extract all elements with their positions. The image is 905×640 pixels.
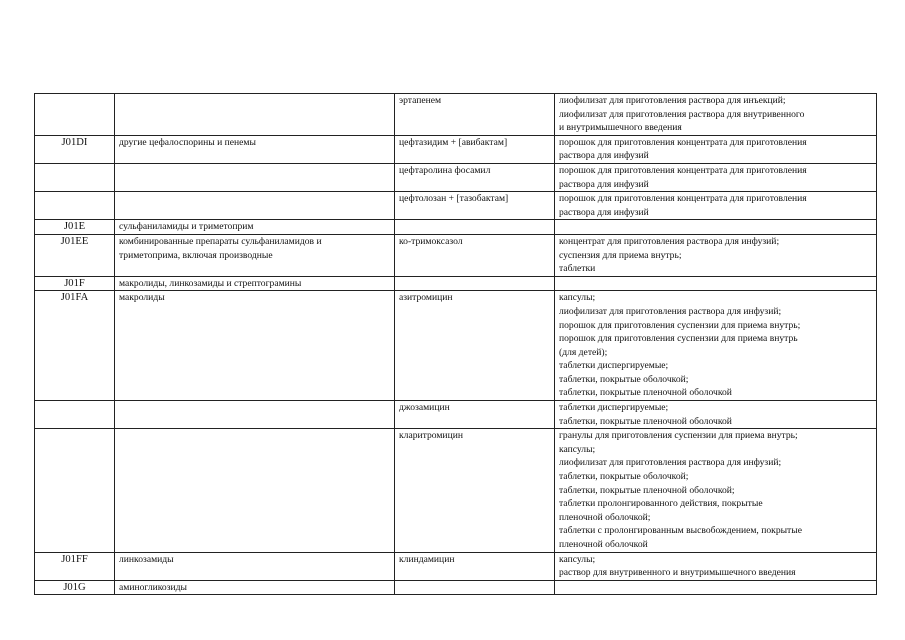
cell-text-line: порошок для приготовления суспензии для приема внутрь; bbox=[559, 319, 801, 331]
drug-table-body bbox=[35, 94, 877, 595]
table-row bbox=[35, 580, 877, 595]
drug-name-cell bbox=[395, 580, 555, 595]
table-row bbox=[35, 220, 877, 235]
atc-group-cell bbox=[115, 220, 395, 235]
cell-text-line: лиофилизат для приготовления раствора для инфузий; bbox=[559, 457, 782, 469]
table-row bbox=[35, 291, 877, 401]
drug-name-cell bbox=[395, 163, 555, 191]
cell-text-line: таблетки, покрытые пленочной оболочкой; bbox=[559, 484, 735, 496]
cell-text: J01FF bbox=[61, 553, 88, 565]
cell-text-line: таблетки диспергируемые; bbox=[559, 360, 669, 372]
atc-code-cell bbox=[35, 429, 115, 552]
dosage-form-cell bbox=[555, 192, 877, 220]
cell-text-line: суспензия для приема внутрь; bbox=[559, 249, 682, 261]
dosage-form-cell bbox=[555, 220, 877, 235]
dosage-form-cell bbox=[555, 276, 877, 291]
cell-text-line: раствор для внутривенного и внутримышечного введения bbox=[559, 567, 796, 579]
table-row bbox=[35, 163, 877, 191]
cell-text-line: порошок для приготовления концентрата для приготовления bbox=[559, 164, 807, 176]
cell-text-line: макролиды bbox=[119, 292, 165, 304]
atc-group-cell bbox=[115, 192, 395, 220]
table-row bbox=[35, 135, 877, 163]
atc-group-cell bbox=[115, 291, 395, 401]
cell-text-line: другие цефалоспорины и пенемы bbox=[119, 136, 256, 148]
dosage-form-cell bbox=[555, 135, 877, 163]
cell-text-line: раствора для инфузий bbox=[559, 178, 649, 190]
atc-code-cell bbox=[35, 401, 115, 429]
cell-text-line: джозамицин bbox=[399, 402, 450, 414]
table-row bbox=[35, 276, 877, 291]
cell-text-line: комбинированные препараты сульфаниламидов и bbox=[119, 235, 322, 247]
cell-text-line: и внутримышечного введения bbox=[559, 122, 682, 134]
drug-name-cell bbox=[395, 234, 555, 276]
atc-group-cell bbox=[115, 401, 395, 429]
drug-name-cell bbox=[395, 276, 555, 291]
cell-text: J01F bbox=[64, 277, 85, 289]
cell-text-line: сульфаниламиды и триметоприм bbox=[119, 221, 254, 233]
atc-group-cell bbox=[115, 135, 395, 163]
cell-text-line: (для детей); bbox=[559, 346, 608, 358]
dosage-form-cell bbox=[555, 291, 877, 401]
cell-text-line: таблетки диспергируемые; bbox=[559, 402, 669, 414]
atc-group-cell bbox=[115, 234, 395, 276]
atc-code-cell bbox=[35, 220, 115, 235]
drug-name-cell bbox=[395, 94, 555, 136]
table-row bbox=[35, 192, 877, 220]
drug-table bbox=[34, 93, 877, 595]
cell-text-line: капсулы; bbox=[559, 292, 596, 304]
cell-text-line: таблетки с пролонгированным высвобождением, покрытые bbox=[559, 525, 802, 537]
atc-code-cell bbox=[35, 234, 115, 276]
atc-code-cell bbox=[35, 276, 115, 291]
atc-code-cell bbox=[35, 192, 115, 220]
cell-text-line: аминогликозиды bbox=[119, 581, 187, 593]
atc-group-cell bbox=[115, 429, 395, 552]
cell-text-line: цефтаролина фосамил bbox=[399, 164, 491, 176]
cell-text-line: ко-тримоксазол bbox=[399, 235, 463, 247]
atc-group-cell bbox=[115, 580, 395, 595]
atc-group-cell bbox=[115, 552, 395, 580]
cell-text: J01G bbox=[63, 581, 86, 593]
cell-text-line: лиофилизат для приготовления раствора для инъекций; bbox=[559, 95, 786, 106]
cell-text-line: лиофилизат для приготовления раствора для инфузий; bbox=[559, 305, 782, 317]
cell-text-line: пленочной оболочкой bbox=[559, 539, 648, 550]
cell-text-line: раствора для инфузий bbox=[559, 206, 649, 218]
table-row bbox=[35, 552, 877, 580]
atc-group-cell bbox=[115, 163, 395, 191]
cell-text: J01EE bbox=[60, 235, 89, 247]
cell-text-line: таблетки bbox=[559, 263, 596, 275]
dosage-form-cell bbox=[555, 94, 877, 136]
cell-text-line: цефтазидим + [авибактам] bbox=[399, 136, 508, 148]
cell-text-line: порошок для приготовления концентрата для приготовления bbox=[559, 136, 807, 148]
dosage-form-cell bbox=[555, 429, 877, 552]
table-row bbox=[35, 401, 877, 429]
drug-name-cell bbox=[395, 220, 555, 235]
cell-text-line: капсулы; bbox=[559, 443, 596, 455]
table-row bbox=[35, 234, 877, 276]
cell-text-line: клиндамицин bbox=[399, 553, 455, 565]
atc-code-cell bbox=[35, 552, 115, 580]
atc-code-cell bbox=[35, 580, 115, 595]
atc-group-cell bbox=[115, 276, 395, 291]
dosage-form-cell bbox=[555, 163, 877, 191]
drug-name-cell bbox=[395, 291, 555, 401]
cell-text: J01E bbox=[63, 221, 86, 233]
atc-group-cell bbox=[115, 94, 395, 136]
drug-name-cell bbox=[395, 552, 555, 580]
atc-code-cell bbox=[35, 163, 115, 191]
dosage-form-cell bbox=[555, 401, 877, 429]
cell-text-line: порошок для приготовления суспензии для приема внутрь bbox=[559, 333, 798, 345]
cell-text-line: азитромицин bbox=[399, 292, 453, 304]
dosage-form-cell bbox=[555, 552, 877, 580]
cell-text-line: таблетки, покрытые пленочной оболочкой bbox=[559, 415, 732, 427]
cell-text-line: кларитромицин bbox=[399, 430, 463, 442]
cell-text: J01FA bbox=[60, 292, 89, 304]
cell-text-line: цефтолозан + [тазобактам] bbox=[399, 193, 509, 205]
cell-text: J01DI bbox=[61, 136, 88, 148]
drug-name-cell bbox=[395, 135, 555, 163]
cell-text-line: таблетки пролонгированного действия, покрытые bbox=[559, 498, 763, 510]
atc-code-cell bbox=[35, 135, 115, 163]
atc-code-cell bbox=[35, 94, 115, 136]
cell-text-line: макролиды, линкозамиды и стрептограмины bbox=[119, 277, 302, 289]
cell-text-line: триметоприма, включая производные bbox=[119, 249, 273, 261]
dosage-form-cell bbox=[555, 234, 877, 276]
cell-text-line: линкозамиды bbox=[119, 553, 174, 565]
cell-text-line: таблетки, покрытые оболочкой; bbox=[559, 373, 689, 385]
table-row bbox=[35, 429, 877, 552]
cell-text-line: таблетки, покрытые оболочкой; bbox=[559, 471, 689, 483]
drug-name-cell bbox=[395, 192, 555, 220]
cell-text-line: капсулы; bbox=[559, 553, 596, 565]
cell-text-line: пленочной оболочкой; bbox=[559, 511, 651, 523]
drug-name-cell bbox=[395, 429, 555, 552]
table-row bbox=[35, 94, 877, 136]
atc-code-cell bbox=[35, 291, 115, 401]
dosage-form-cell bbox=[555, 580, 877, 595]
cell-text-line: таблетки, покрытые пленочной оболочкой bbox=[559, 387, 732, 399]
cell-text-line: эртапенем bbox=[399, 95, 442, 106]
cell-text-line: гранулы для приготовления суспензии для приема внутрь; bbox=[559, 430, 798, 442]
cell-text-line: концентрат для приготовления раствора для инфузий; bbox=[559, 235, 780, 247]
cell-text-line: порошок для приготовления концентрата для приготовления bbox=[559, 193, 807, 205]
cell-text-line: раствора для инфузий bbox=[559, 150, 649, 162]
cell-text-line: лиофилизат для приготовления раствора для внутривенного bbox=[559, 108, 805, 120]
drug-name-cell bbox=[395, 401, 555, 429]
